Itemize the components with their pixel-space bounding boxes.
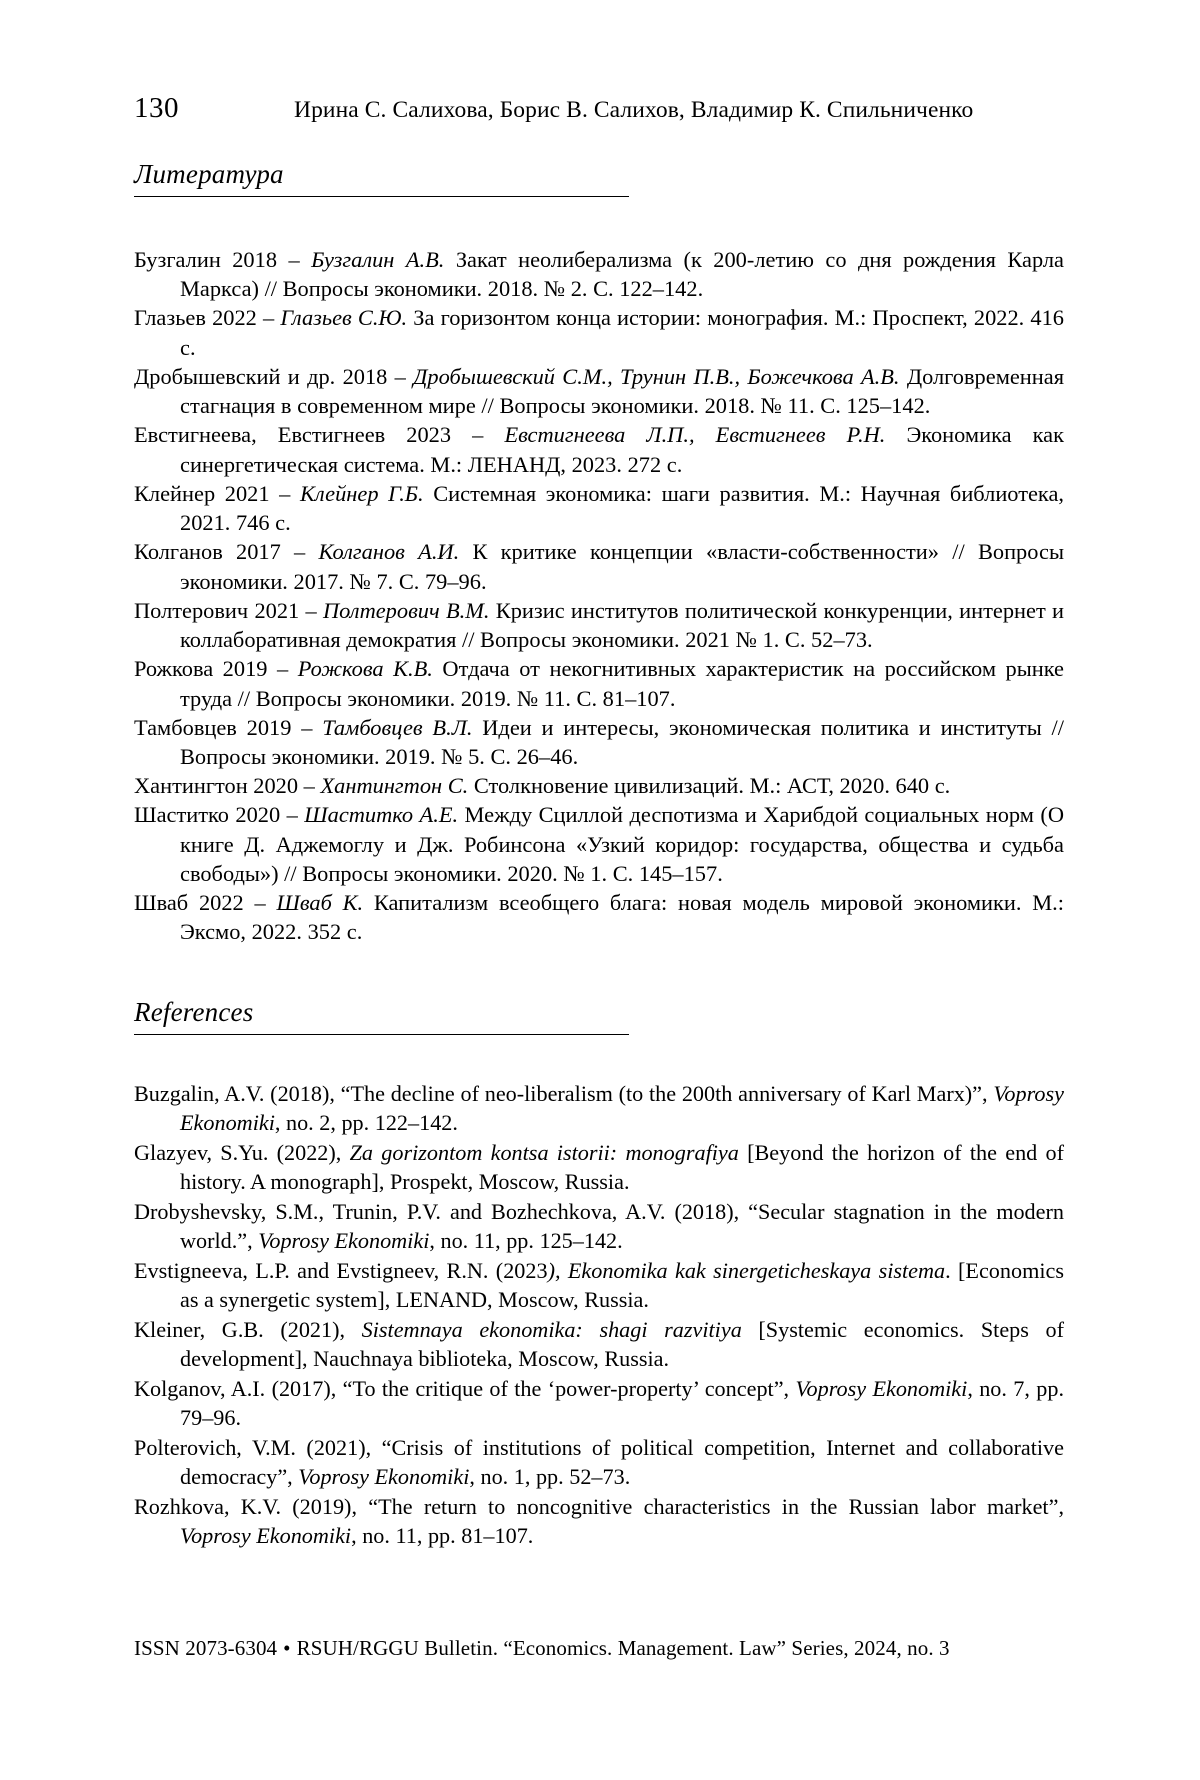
reference-text: [Beyond the horizon of the end of history. A monograph], Prospekt, Moscow, Russia. (180, 1139, 1064, 1195)
reference-text: Идеи и интересы, экономическая политика и институты // Вопросы экономики. 2019. № 5. С. 26–46. (180, 714, 1064, 769)
reference-emphasis: Шваб К. (276, 890, 364, 916)
reference-item-ru (134, 713, 1064, 771)
section-heading-references: References (134, 996, 254, 1027)
reference-text: Экономика как синергетическая система. М.: ЛЕНАНД, 2023. 272 с. (180, 422, 1065, 477)
running-title: Ирина С. Салихова, Борис В. Салихов, Владимир К. Спильниченко (294, 97, 974, 123)
reference-emphasis: Хантингтон С. (320, 773, 469, 799)
reference-emphasis: Za gorizontom kontsa istorii: monografiya (349, 1139, 739, 1165)
reference-text: Шваб 2022 – (134, 890, 277, 916)
reference-text: Колганов 2017 – (134, 539, 319, 565)
section-heading-literature: Литература (134, 159, 284, 189)
reference-emphasis: Sistemnaya ekonomika: shagi razvitiya (361, 1316, 742, 1342)
heading-rule-references (134, 1034, 629, 1035)
running-head (134, 92, 1064, 125)
reference-item-ru (134, 479, 1064, 537)
reference-text: Kleiner, G.B. (2021), (134, 1316, 362, 1342)
reference-text: Столкновение цивилизаций. М.: АСТ, 2020. 640 с. (468, 773, 951, 799)
reference-text: Кризис институтов политической конкуренции, интернет и коллаборативная демократия // Вопросы экономики. 2021 № 1. С. 52–73. (180, 597, 1064, 653)
reference-emphasis: Евстигнеева Л.П., Евстигнеев Р.Н. (504, 422, 886, 448)
reference-emphasis: ), Ekonomika kak sinergeticheskaya sistema (547, 1257, 946, 1283)
reference-text: Хантингтон 2020 – (134, 773, 321, 799)
reference-text: , no. 7, pp. 79–96. (180, 1375, 1064, 1431)
reference-item-en (134, 1315, 1064, 1374)
reference-item-ru (134, 654, 1064, 712)
reference-item-en (134, 1492, 1064, 1551)
reference-text: , no. 2, pp. 122–142. (274, 1110, 458, 1136)
reference-item-ru (134, 596, 1064, 654)
reference-text: Шаститко 2020 – (134, 802, 305, 828)
page-footer (134, 1636, 1074, 1661)
heading-rule-literature (134, 196, 629, 197)
reference-emphasis: Рожкова К.В. (297, 656, 433, 682)
reference-item-ru (134, 888, 1064, 946)
reference-emphasis: Бузгалин А.В. (311, 247, 445, 272)
english-reference-list (134, 1079, 1064, 1551)
reference-item-en (134, 1374, 1064, 1433)
page-content (134, 92, 1064, 1551)
reference-text: Отдача от некогнитивных характеристик на российском рынке труда // Вопросы экономики. 2019. № 11. С. 81–107. (180, 656, 1064, 711)
reference-emphasis: Voprosy Ekonomiki (298, 1464, 470, 1490)
reference-text: Клейнер 2021 – (134, 480, 300, 506)
reference-text: Бузгалин 2018 – (134, 247, 312, 272)
page-number: 130 (134, 92, 179, 124)
references-section (134, 997, 1064, 1551)
reference-item-en (134, 1197, 1064, 1256)
reference-text: Glazyev, S.Yu. (2022), (134, 1139, 350, 1165)
reference-emphasis: Voprosy Ekonomiki (180, 1523, 352, 1549)
reference-item-ru (134, 537, 1064, 595)
reference-text: Закат неолиберализма (к 200-летию со дня рождения Карла Маркса) // Вопросы экономики. 2018. № 2. С. 122–142. (180, 247, 1064, 302)
reference-text: [Systemic economics. Steps of development], Nauchnaya biblioteka, Moscow, Russia. (180, 1316, 1064, 1372)
reference-text: За горизонтом конца истории: монография. М.: Проспект, 2022. 416 с. (180, 305, 1065, 360)
reference-item-en (134, 1433, 1064, 1492)
reference-emphasis: Voprosy Ekonomiki (180, 1080, 1064, 1136)
reference-text: Евстигнеева, Евстигнеев 2023 – (134, 422, 505, 448)
reference-text: К критике концепции «власти-собственности» // Вопросы экономики. 2017. № 7. С. 79–96. (180, 539, 1064, 594)
reference-text: Рожкова 2019 – (134, 656, 298, 682)
reference-item-en (134, 1079, 1064, 1138)
reference-item-ru (134, 303, 1064, 361)
footer-journal: RSUH/RGGU Bulletin. “Economics. Management. Law” Series, 2024, no. 3 (296, 1636, 950, 1660)
reference-text: Глазьев 2022 – (134, 305, 281, 331)
reference-text: Полтерович 2021 – (134, 597, 323, 623)
reference-emphasis: Клейнер Г.Б. (299, 480, 424, 506)
reference-item-ru (134, 245, 1064, 303)
reference-text: Капитализм всеобщего блага: новая модель мировой экономики. М.: Эксмо, 2022. 352 с. (180, 890, 1064, 945)
reference-text: , no. 1, pp. 52–73. (469, 1464, 631, 1490)
reference-text: , no. 11, pp. 125–142. (429, 1228, 623, 1254)
reference-text: Drobyshevsky, S.M., Trunin, P.V. and Bozhechkova, A.V. (2018), “Secular stagnation in the modern world.”, (134, 1198, 1064, 1254)
reference-text: Kolganov, A.I. (2017), “To the critique of the ‘power-property’ concept”, (134, 1375, 796, 1401)
reference-item-ru (134, 771, 1064, 800)
reference-text: Rozhkova, K.V. (2019), “The return to noncognitive characteristics in the Russian labor market”, (134, 1493, 1064, 1519)
footer-issn: ISSN 2073-6304 (134, 1636, 278, 1660)
reference-text: Polterovich, V.M. (2021), “Crisis of institutions of political competition, Internet and collaborative democracy”, (134, 1434, 1064, 1490)
reference-text: Между Сциллой деспотизма и Харибдой социальных норм (О книге Д. Аджемоглу и Дж. Робинсона «Узкий коридор: государства, общества и судьба свободы») // Вопросы экономики. 2020. № 1. С. 145–157. (180, 802, 1064, 886)
reference-item-ru (134, 362, 1064, 420)
footer-separator: • (283, 1636, 291, 1660)
reference-text: Долговременная стагнация в современном мире // Вопросы экономики. 2018. № 11. С. 125–142. (180, 363, 1065, 419)
reference-item-en (134, 1256, 1064, 1315)
reference-text: Тамбовцев 2019 – (134, 714, 323, 740)
reference-emphasis: Дробышевский С.М., Трунин П.В., Божечкова А.В. (413, 363, 900, 389)
reference-emphasis: Полтерович В.М. (323, 597, 490, 623)
reference-item-ru (134, 800, 1064, 888)
russian-reference-list (134, 245, 1064, 947)
reference-emphasis: Voprosy Ekonomiki (258, 1228, 430, 1254)
reference-text: Buzgalin, A.V. (2018), “The decline of neo-liberalism (to the 200th anniversary of Karl Marx)”, (134, 1080, 994, 1106)
reference-emphasis: Глазьев С.Ю. (280, 305, 408, 331)
reference-text: , no. 11, pp. 81–107. (351, 1523, 534, 1549)
reference-emphasis: Колганов А.И. (318, 539, 460, 565)
reference-text: Дробышевский и др. 2018 – (134, 363, 414, 389)
reference-text: Системная экономика: шаги развития. М.: Научная библиотека, 2021. 746 с. (180, 480, 1064, 536)
reference-item-ru (134, 420, 1064, 478)
reference-emphasis: Voprosy Ekonomiki (795, 1375, 968, 1401)
reference-emphasis: Шаститко А.Е. (304, 802, 459, 828)
reference-emphasis: Тамбовцев В.Л. (322, 714, 473, 740)
reference-text: Evstigneeva, L.P. and Evstigneev, R.N. (2023 (134, 1257, 548, 1283)
literature-section (134, 159, 1064, 947)
reference-text: . [Economics as a synergetic system], LENAND, Moscow, Russia. (180, 1257, 1064, 1313)
reference-item-en (134, 1138, 1064, 1197)
